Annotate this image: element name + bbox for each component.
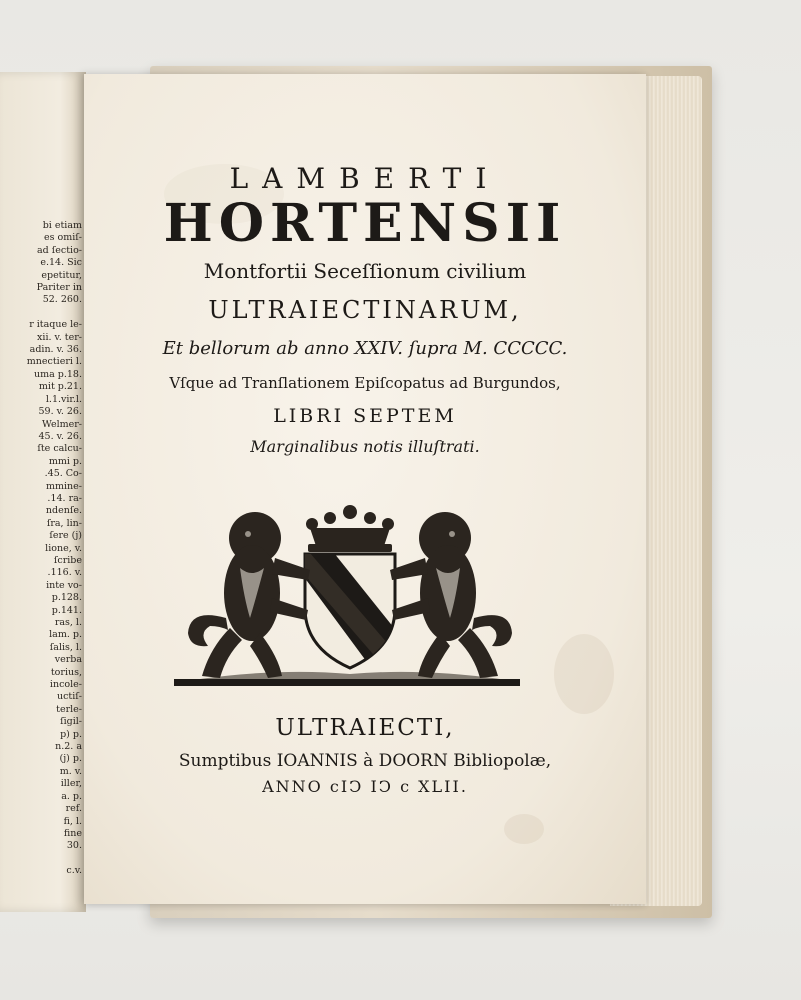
left-page-line: lam. p. [49,629,82,641]
left-page-line: l.1.vir.l. [45,393,82,405]
left-page-line: adin. v. 36. [29,344,82,356]
left-page-line: 45. v. 26. [38,430,82,442]
left-page-line: Pariter in [36,282,82,294]
left-page-line [0,307,82,319]
left-page-line: c.v. [66,865,82,877]
left-page-line: (j) p. [59,753,82,765]
left-page-line: ſere (j) [49,530,82,542]
left-page-line: 59. v. 26. [38,406,82,418]
imprint-year: ANNO cIϽ IϽ c XLII. [262,777,468,796]
left-page-line: n.2. a [55,741,82,753]
left-page-line: p.141. [51,604,82,616]
left-page-line: mmi p. [48,455,82,467]
left-page-line: incole- [49,679,82,691]
left-page-line: bi etiam [42,220,82,231]
left-page-line: .45. Co- [44,468,82,480]
title-line-1: Montfortii Seceſſionum civilium [203,259,527,283]
title-line-4: Vſque ad Tranſlationem Epiſcopatus ad Burgundos, [169,374,561,392]
left-page-line: terle- [56,703,82,715]
left-page-line: iller, [60,778,82,790]
left-page-line: 52. 260. [42,294,82,306]
left-page-line: .116. v. [47,567,82,579]
left-page-line: ſra, lin- [46,517,82,529]
left-page-line: ras, l. [54,617,82,628]
left-page-line: Welmer- [41,418,82,430]
left-page-line: verba [54,654,82,666]
left-page-line: fi, l. [63,815,82,827]
left-page-line: mit p.21. [38,381,82,393]
author-first-name: LAMBERTI [229,162,501,195]
left-page-line: lione, v. [45,542,82,554]
left-page [0,72,86,912]
lions-supporting-crowned-shield-icon [160,498,540,698]
left-page-line: .14. ra- [47,492,82,504]
left-page-line: ſigil- [60,716,82,728]
left-page-line: p.128. [51,592,82,604]
left-page-line: a. p. [61,790,82,802]
left-page-line: ſcribe [53,554,82,566]
left-page-line: m. v. [59,765,82,777]
title-line-3: Et bellorum ab anno XXIV. ſupra M. CCCCC. [162,338,568,359]
left-page-line: xii. v. ter- [37,331,82,343]
left-page-line: p) p. [60,728,82,740]
left-page-line: ſalis, l. [49,641,82,653]
left-page-line: 30. [66,840,82,852]
title-line-2: ULTRAIECTINARUM, [208,296,522,324]
left-page-line: es omiſ- [43,232,82,244]
left-page-line: ſte calcu- [37,443,82,455]
imprint-publisher: Sumptibus IOANNIS à DOORN Bibliopolæ, [178,751,552,771]
left-page-line: uctiſ- [56,691,82,703]
left-page-line: mmine- [45,480,82,492]
left-page-line: ndenſe. [45,505,82,517]
left-page-line: e.14. Sic [40,257,82,269]
left-page-line: epetitur, [41,269,82,281]
left-page-margin-text [0,220,82,878]
left-page-line: ref. [65,803,82,815]
left-page-line: mnectieri l. [26,356,82,368]
title-line-5: LIBRI SEPTEM [273,405,457,427]
left-page-line: uma p.18. [33,368,82,380]
left-page-line: torius, [50,666,82,678]
left-page-line [0,853,82,865]
imprint-city: ULTRAIECTI, [275,715,455,741]
title-line-6: Marginalibus notis illuſtrati. [250,437,480,456]
left-page-line: r itaque le- [29,319,82,331]
left-page-line: fine [63,827,82,839]
left-page-line: ad ſectio- [36,244,82,256]
author-surname: HORTENSII [163,193,567,254]
left-page-line: inte vo- [46,579,82,591]
